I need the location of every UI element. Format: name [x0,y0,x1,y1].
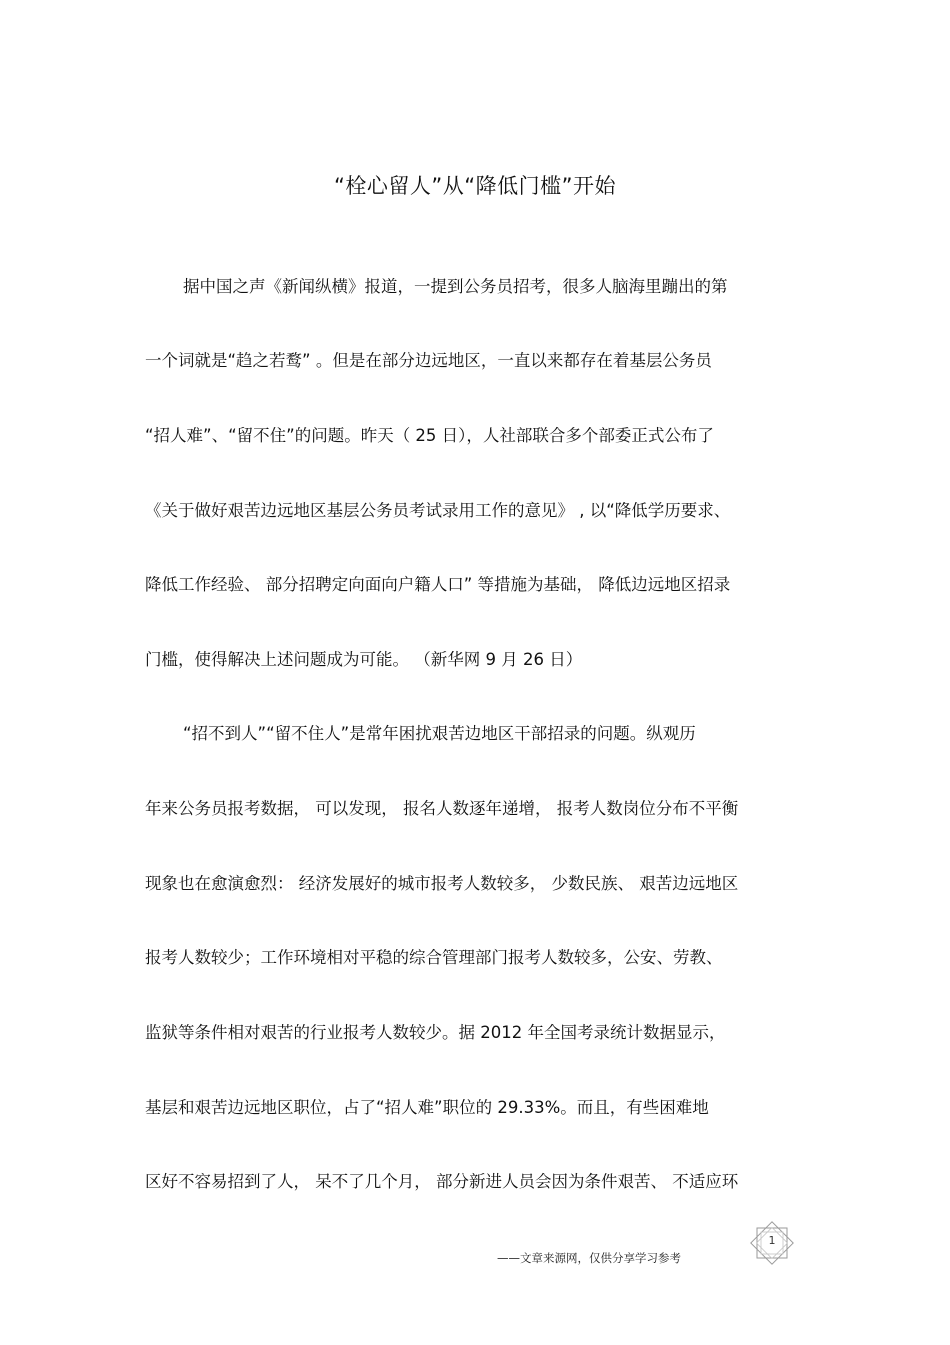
paragraph-line: “招不到人”“留不住人”是常年困扰艰苦边地区干部招录的问题。纵观历 [183,724,696,743]
paragraph-line: 《关于做好艰苦边远地区基层公务员考试录用工作的意见》 , 以“降低学历要求、 [145,501,731,520]
paragraph-line: “招人难”、“留不住”的问题。昨天（ 25 日），人社部联合多个部委正式公布了 [145,426,714,445]
paragraph-line: 现象也在愈演愈烈： 经济发展好的城市报考人数较多， 少数民族、 艰苦边远地区 [145,874,739,893]
page-number-badge [748,1219,796,1267]
paragraph-line: 降低工作经验、 部分招聘定向面向户籍人口” 等措施为基础， 降低边远地区招录 [145,575,731,594]
page-number: 1 [768,1234,776,1247]
paragraph-line: 年来公务员报考数据， 可以发现， 报名人数逐年递增， 报考人数岗位分布不平衡 [145,799,739,818]
paragraph-line: 监狱等条件相对艰苦的行业报考人数较少。据 2012 年全国考录统计数据显示， [145,1023,726,1042]
paragraph-line: 一个词就是“趋之若鹜” 。但是在部分边远地区，一直以来都存在着基层公务员 [145,351,712,370]
source-note: ——文章来源网，仅供分享学习参考 [497,1251,681,1265]
paragraph-line: 基层和艰苦边远地区职位，占了“招人难”职位的 29.33%。而且，有些困难地 [145,1098,709,1117]
paragraph-line: 报考人数较少；工作环境相对平稳的综合管理部门报考人数较多，公安、劳教、 [145,948,723,967]
paragraph-line: 区好不容易招到了人， 呆不了几个月， 部分新进人员会因为条件艰苦、 不适应环 [145,1172,739,1191]
document-title: “栓心留人”从“降低门槛”开始 [333,174,617,198]
paragraph-line: 门槛，使得解决上述问题成为可能。 （新华网 9 月 26 日） [145,650,583,669]
paragraph-line: 据中国之声《新闻纵横》报道，一提到公务员招考，很多人脑海里蹦出的第 [183,277,728,296]
